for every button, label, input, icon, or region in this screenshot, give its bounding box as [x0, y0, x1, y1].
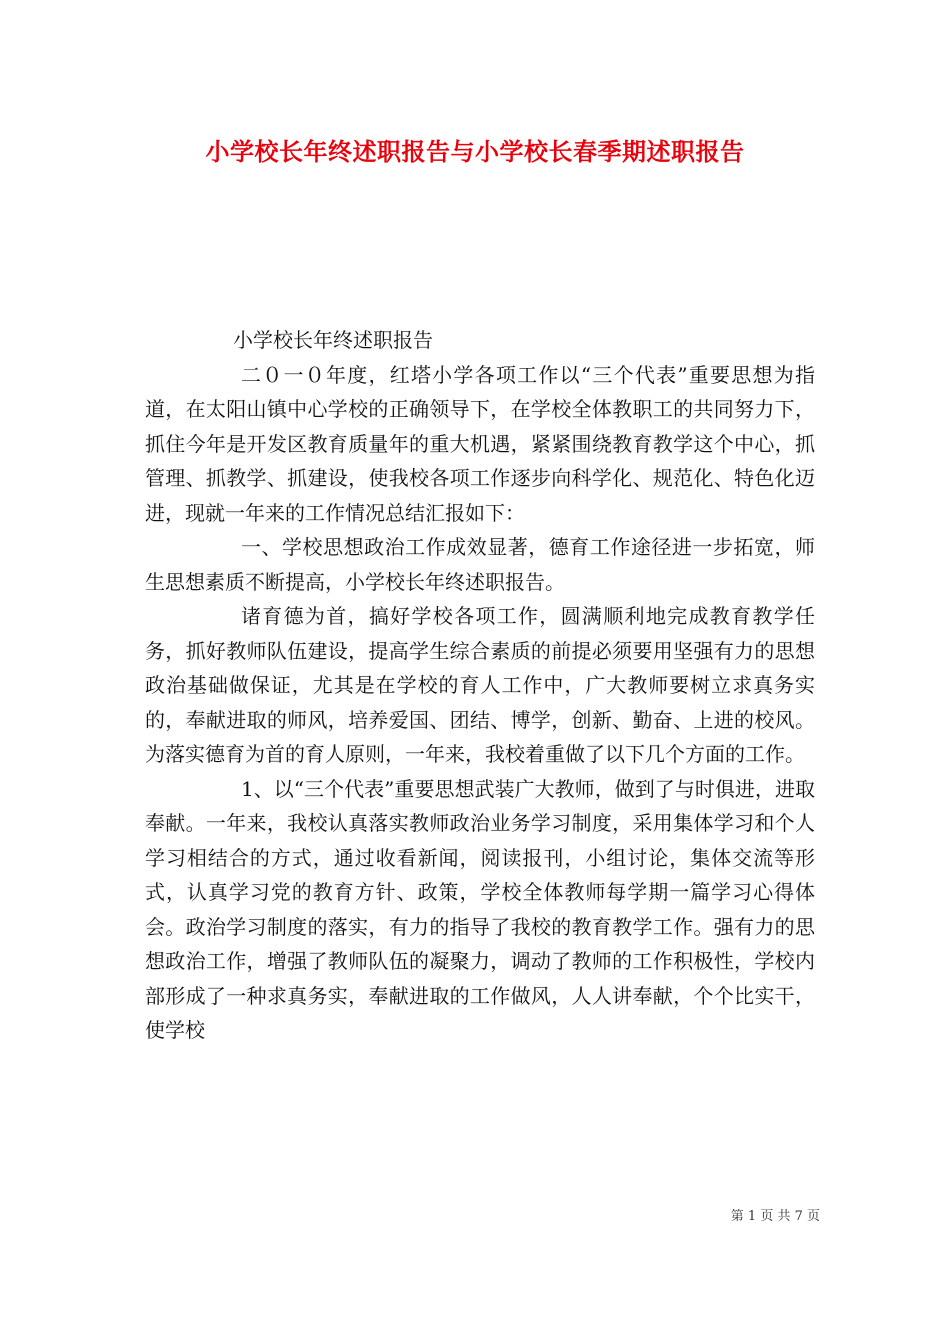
paragraph-intro: 二０一０年度，红塔小学各项工作以“三个代表”重要思想为指道，在太阳山镇中心学校的正确领导下，在学校全体教职工的共同努力下，抓住今年是开发区教育质量年的重大机遇，紧紧围绕教育教学这个中心，抓管理、抓教学、抓建设，使我校各项工作逐步向科学化、规范化、特色化迈进，现就一年来的工作情况总结汇报如下：: [145, 362, 815, 525]
paragraph-moral-education: 诸育德为首，搞好学校各项工作，圆满顺利地完成教育教学任务，抓好教师队伍建设，提高学生综合素质的前提必须要用坚强有力的思想政治基础做保证，尤其是在学校的育人工作中，广大教师要树立求真务实的，奉献进取的师风，培养爱国、团结、博学，创新、勤奋、上进的校风。为落实德育为首的育人原则，一年来，我校着重做了以下几个方面的工作。: [145, 604, 815, 766]
paragraph-item-one: 1、以“三个代表”重要思想武装广大教师，做到了与时俱进，进取奉献。一年来，我校认真落实教师政治业务学习制度，采用集体学习和个人学习相结合的方式，通过收看新闻，阅读报刊，小组讨论，集体交流等形式，认真学习党的教育方针、政策，学校全体教师每学期一篇学习心得体会。政治学习制度的落实，有力的指导了我校的教育教学工作。强有力的思想政治工作，增强了教师队伍的凝聚力，调动了教师的工作积极性，学校内部形成了一种求真务实，奉献进取的工作做风，人人讲奉献，个个比实干，使学校: [145, 776, 815, 1042]
document-body: [145, 323, 815, 1048]
section-subtitle: 小学校长年终述职报告: [233, 328, 433, 352]
page-number: 第 1 页 共 7 页: [730, 1209, 820, 1224]
document-title: 小学校长年终述职报告与小学校长春季期述职报告: [205, 137, 745, 166]
paragraph-section-one: 一、学校思想政治工作成效显著，德育工作途径进一步拓宽，师生思想素质不断提高，小学校长年终述职报告。: [145, 535, 815, 594]
